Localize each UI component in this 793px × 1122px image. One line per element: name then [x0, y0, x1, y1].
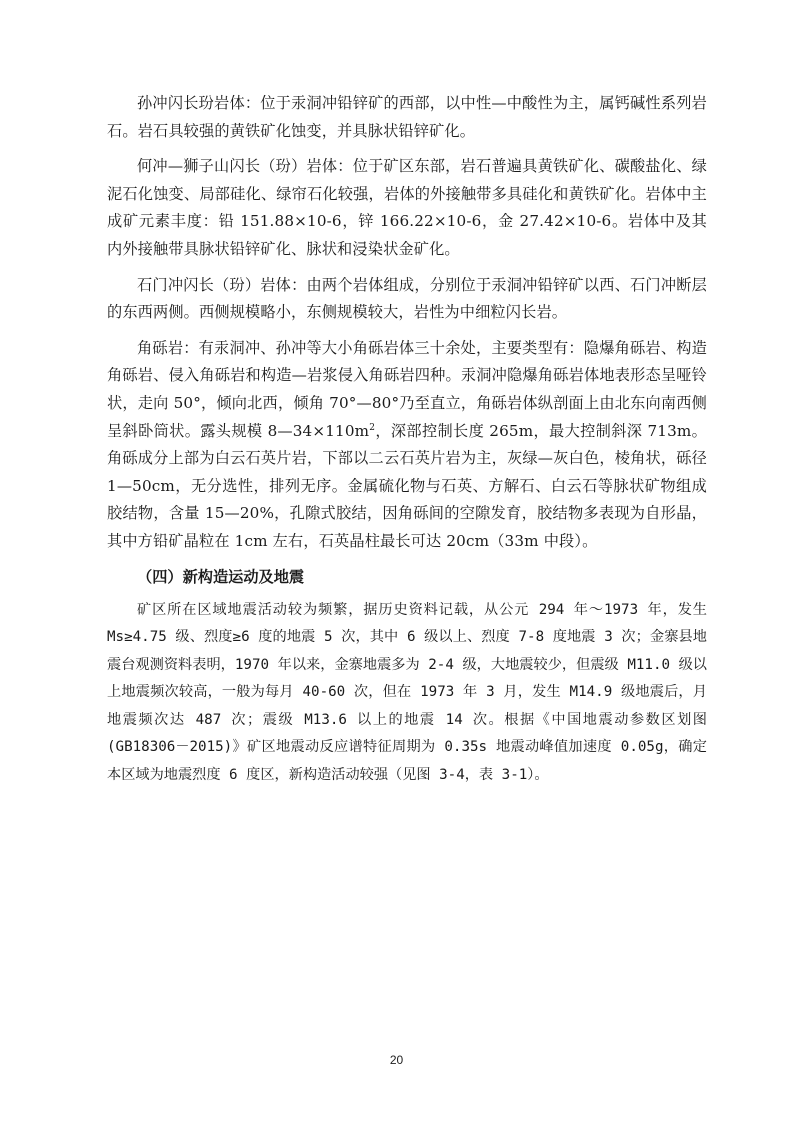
paragraph-shimenchong-diorite: 石门冲闪长（玢）岩体：由两个岩体组成，分别位于汞洞冲铅锌矿以西、石门冲断层的东西两侧。西侧规模略小，东侧规模较大，岩性为中细粒闪长岩。	[107, 275, 707, 322]
paragraph-sunchong-diorite: 孙冲闪长玢岩体：位于汞洞冲铅锌矿的西部，以中性—中酸性为主，属钙碱性系列岩石。岩石具较强的黄铁矿化蚀变，并具脉状铅锌矿化。	[107, 94, 707, 140]
section-heading-neotectonics: （四）新构造运动及地震	[137, 567, 305, 586]
page-number: 20	[389, 1053, 404, 1067]
breccia-text-part2: ，深部控制长度 265m，最大控制斜深 713m。角砾成分上部为白云石英片岩，下部以二云石英片岩为主，灰绿—灰白色，棱角状，砾径 1—50cm，无分选性，排列无序。金属硫化物与石英、方解石、白云石等脉状矿物组成胶结物，含量 15—20%，孔隙式胶结，因角砾间的空隙发育，胶结物多表现为自形晶，其中方铅矿晶粒在 1cm 左右，石英晶柱最长可达 20cm（33m 中段）。	[107, 421, 707, 550]
paragraph-breccia	[107, 335, 707, 556]
paragraph-hechong-diorite: 何冲—狮子山闪长（玢）岩体：位于矿区东部，岩石普遍具黄铁矿化、碳酸盐化、绿泥石化蚀变、局部硅化、绿帘石化较强，岩体的外接触带多具硅化和黄铁矿化。岩体中主成矿元素丰度：铅 151.88×10-6，锌 166.22×10-6，金 27.42×10-6。岩体中及其内外接触带具脉状铅锌矿化、脉状和浸染状金矿化。	[107, 157, 707, 258]
body-text	[107, 90, 707, 798]
superscript-2: 2	[369, 422, 376, 433]
breccia-text-part1: 角砾岩：有汞洞冲、孙冲等大小角砾岩体三十余处，主要类型有：隐爆角砾岩、构造角砾岩、侵入角砾岩和构造—岩浆侵入角砾岩四种。汞洞冲隐爆角砾岩体地表形态呈哑铃状，走向 50°，倾向北西，倾角 70°—80°乃至直立，角砾岩体纵剖面上由北东向南西侧呈斜卧筒状。露头规模 8—34×110m	[107, 338, 707, 440]
paragraph-earthquake: 矿区所在区域地震活动较为频繁，据历史资料记载，从公元 294 年～1973 年，发生Ms≥4.75 级、烈度≥6 度的地震 5 次，其中 6 级以上、烈度 7-8 度地震 3 次；金寨县地震台观测资料表明，1970 年以来，金寨地震多为 2-4 级，大地震较少，但震级 M11.0 级以上地震频次较高，一般为每月 40-60 次，但在 1973 年 3 月，发生 M14.9 级地震后，月地震频次达 487 次；震级 M13.6 以上的地震 14 次。根据《中国地震动参数区划图(GB18306－2015)》矿区地震动反应谱特征周期为 0.35s 地震动峰值加速度 0.05g，确定本区域为地震烈度 6 度区，新构造活动较强（见图 3-4，表 3-1）。	[107, 601, 707, 784]
